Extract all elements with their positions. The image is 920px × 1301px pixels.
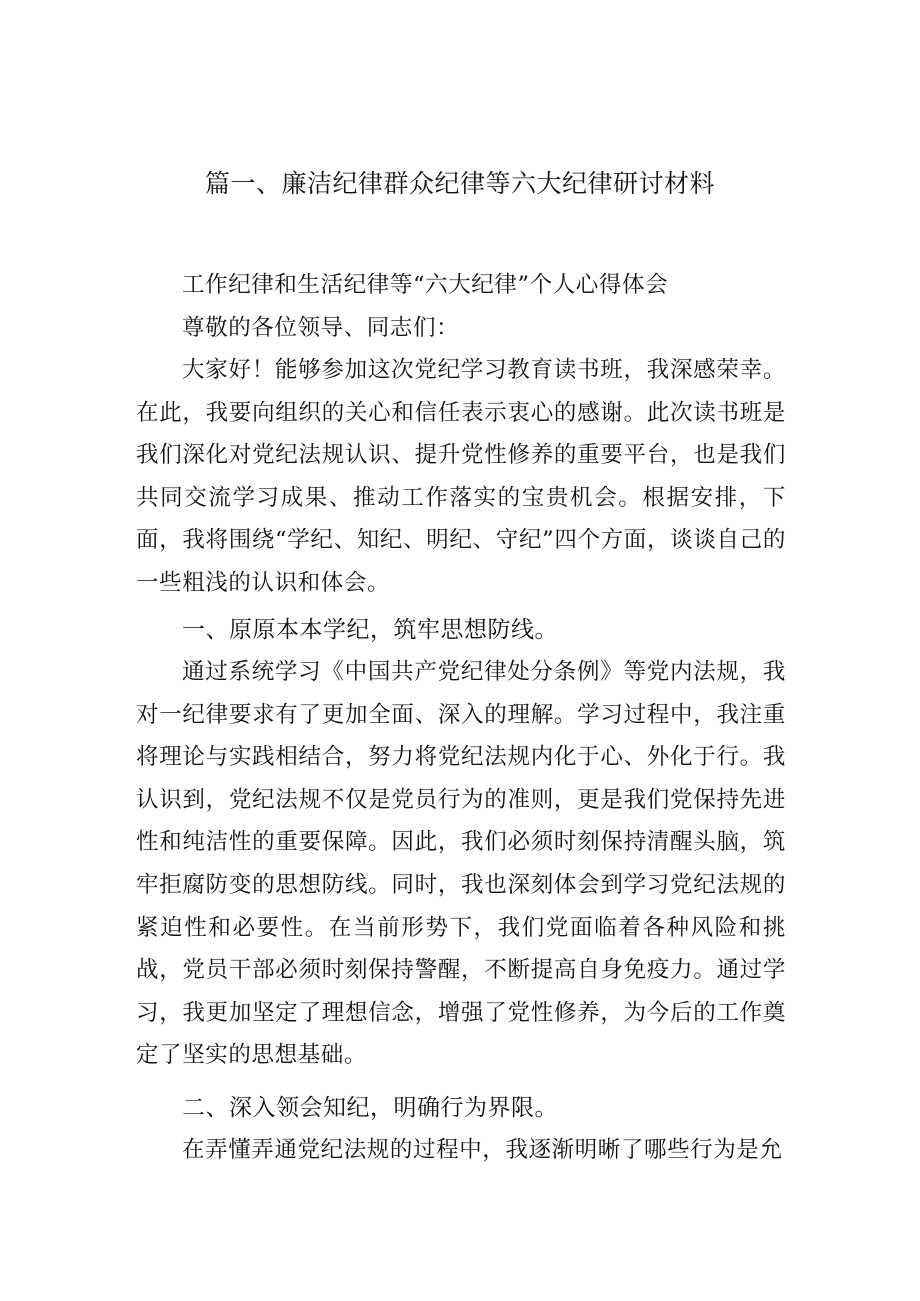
document-title: 篇一、廉洁纪律群众纪律等六大纪律研讨材料: [204, 169, 715, 198]
section-body-2: 在弄懂弄通党纪法规的过程中，我逐渐明晰了哪些行为是允: [182, 1137, 783, 1163]
section-heading-2: 二、深入领会知纪，明确行为界限。: [182, 1095, 558, 1121]
intro-paragraph: 大家好！能够参加这次党纪学习教育读书班，我深感荣幸。在此，我要向组织的关心和信任表示衷心的感谢。此次读书班是我们深化对党纪法规认识、提升党性修养的重要平台，也是我们共同交流学习成果、推动工作落实的宝贵机会。根据安排，下面，我将围绕“学纪、知纪、明纪、守纪”四个方面，谈谈自己的一些粗浅的认识和体会。: [136, 357, 786, 596]
greeting: 尊敬的各位领导、同志们：: [182, 315, 460, 341]
section-heading-1: 一、原原本本学纪，筑牢思想防线。: [182, 617, 558, 643]
section-body-1: 通过系统学习《中国共产党纪律处分条例》等党内法规，我对一纪律要求有了更加全面、深入的理解。学习过程中，我注重将理论与实践相结合，努力将党纪法规内化于心、外化于行。我认识到，党纪法规不仅是党员行为的准则，更是我们党保持先进性和纯洁性的重要保障。因此，我们必须时刻保持清醒头脑，筑牢拒腐防变的思想防线。同时，我也深刻体会到学习党纪法规的紧迫性和必要性。在当前形势下，我们党面临着各种风险和挑战，党员干部必须时刻保持警醒，不断提高自身免疫力。通过学习，我更加坚定了理想信念，增强了党性修养，为今后的工作奠定了坚实的思想基础。: [136, 659, 786, 1069]
document-subtitle: 工作纪律和生活纪律等“六大纪律”个人心得体会: [182, 272, 669, 298]
